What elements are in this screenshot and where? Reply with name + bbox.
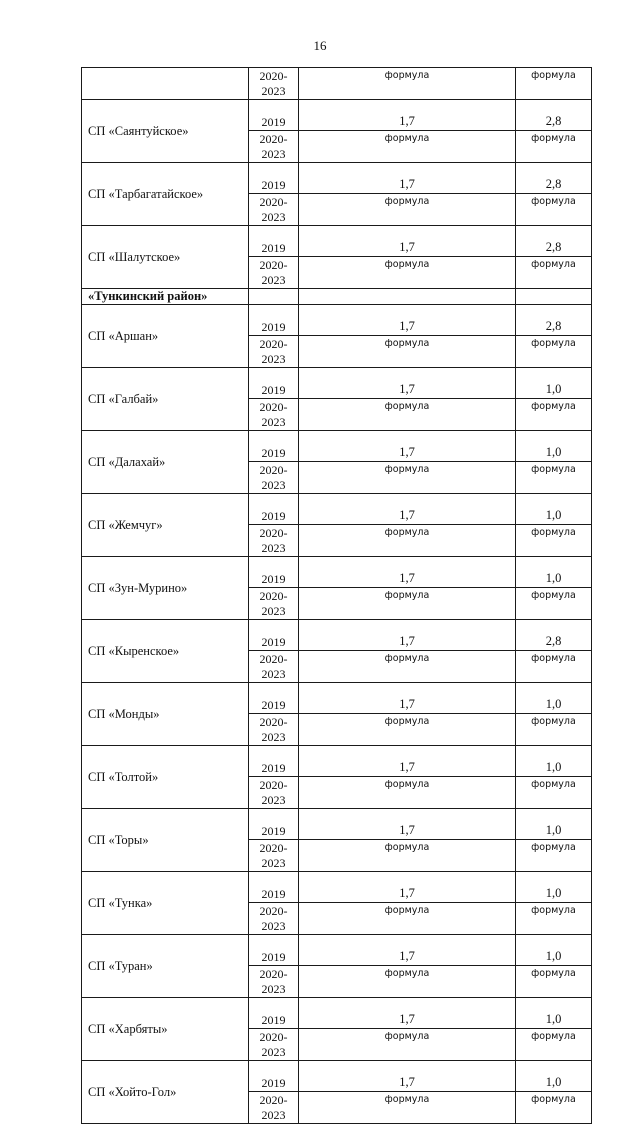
value-cell: 2,8 (516, 163, 592, 194)
value-cell: формула (299, 1029, 516, 1061)
settlement-name: СП «Харбяты» (82, 998, 249, 1061)
year-cell: 2020- 2023 (249, 194, 299, 226)
value-cell: формула (299, 714, 516, 746)
value-cell: формула (516, 194, 592, 226)
value-cell: 1,0 (516, 809, 592, 840)
year-cell: 2020- 2023 (249, 1029, 299, 1061)
rates-table-body (82, 68, 592, 1124)
value-cell: 1,0 (516, 872, 592, 903)
year-cell: 2020- 2023 (249, 462, 299, 494)
table-row (82, 872, 592, 903)
value-cell: 1,0 (516, 368, 592, 399)
empty-cell (516, 289, 592, 305)
value-cell: 1,7 (299, 935, 516, 966)
year-cell: 2020- 2023 (249, 651, 299, 683)
value-cell: формула (299, 651, 516, 683)
name-cell (82, 68, 249, 100)
value-cell: формула (516, 131, 592, 163)
settlement-name: СП «Кыренское» (82, 620, 249, 683)
page-number: 16 (313, 38, 327, 53)
value-cell: формула (516, 68, 592, 100)
year-cell: 2019 (249, 494, 299, 525)
value-cell: 2,8 (516, 620, 592, 651)
year-cell: 2020- 2023 (249, 257, 299, 289)
table-row (82, 620, 592, 651)
settlement-name: СП «Шалутское» (82, 226, 249, 289)
value-cell: 1,7 (299, 100, 516, 131)
table-row (82, 809, 592, 840)
settlement-name: СП «Монды» (82, 683, 249, 746)
value-cell: 1,7 (299, 620, 516, 651)
value-cell: 1,0 (516, 494, 592, 525)
year-cell: 2020- 2023 (249, 714, 299, 746)
value-cell: 1,0 (516, 557, 592, 588)
table-row (82, 935, 592, 966)
settlement-name: СП «Хойто-Гол» (82, 1061, 249, 1124)
value-cell: формула (299, 399, 516, 431)
value-cell: 1,7 (299, 163, 516, 194)
settlement-name: СП «Далахай» (82, 431, 249, 494)
table-row (82, 494, 592, 525)
value-cell: формула (516, 714, 592, 746)
year-cell: 2020- 2023 (249, 1092, 299, 1124)
empty-cell (249, 289, 299, 305)
value-cell: формула (516, 840, 592, 872)
value-cell: 1,0 (516, 431, 592, 462)
value-cell: 1,7 (299, 998, 516, 1029)
year-cell: 2019 (249, 872, 299, 903)
year-cell: 2020- 2023 (249, 399, 299, 431)
value-cell: 1,0 (516, 1061, 592, 1092)
district-name: «Тункинский район» (82, 289, 249, 305)
year-cell: 2019 (249, 557, 299, 588)
year-cell: 2019 (249, 998, 299, 1029)
year-cell: 2019 (249, 305, 299, 336)
settlement-name: СП «Туран» (82, 935, 249, 998)
value-cell: формула (299, 525, 516, 557)
value-cell: формула (516, 1029, 592, 1061)
value-cell: 1,7 (299, 746, 516, 777)
year-cell: 2020- 2023 (249, 777, 299, 809)
value-cell: формула (299, 903, 516, 935)
value-cell: 1,7 (299, 431, 516, 462)
value-cell: формула (516, 525, 592, 557)
year-cell: 2020- 2023 (249, 525, 299, 557)
value-cell: формула (299, 966, 516, 998)
year-cell: 2020- 2023 (249, 68, 299, 100)
value-cell: формула (516, 399, 592, 431)
value-cell: 1,0 (516, 935, 592, 966)
value-cell: 1,7 (299, 305, 516, 336)
value-cell: 1,0 (516, 998, 592, 1029)
year-cell: 2020- 2023 (249, 903, 299, 935)
value-cell: формула (516, 257, 592, 289)
year-cell: 2020- 2023 (249, 840, 299, 872)
value-cell: 2,8 (516, 305, 592, 336)
value-cell: 1,7 (299, 494, 516, 525)
value-cell: формула (299, 68, 516, 100)
value-cell: формула (299, 194, 516, 226)
table-row (82, 289, 592, 305)
year-cell: 2019 (249, 1061, 299, 1092)
year-cell: 2019 (249, 163, 299, 194)
value-cell: формула (299, 257, 516, 289)
value-cell: формула (299, 588, 516, 620)
table-row (82, 998, 592, 1029)
table-row (82, 100, 592, 131)
year-cell: 2019 (249, 746, 299, 777)
table-row (82, 431, 592, 462)
value-cell: формула (299, 336, 516, 368)
value-cell: формула (516, 462, 592, 494)
value-cell: формула (516, 966, 592, 998)
table-row (82, 305, 592, 336)
year-cell: 2020- 2023 (249, 336, 299, 368)
value-cell: формула (299, 840, 516, 872)
table-row (82, 163, 592, 194)
rates-table (81, 67, 592, 1124)
year-cell: 2019 (249, 368, 299, 399)
year-cell: 2020- 2023 (249, 131, 299, 163)
year-cell: 2019 (249, 935, 299, 966)
settlement-name: СП «Тарбагатайское» (82, 163, 249, 226)
year-cell: 2019 (249, 620, 299, 651)
value-cell: формула (299, 777, 516, 809)
value-cell: формула (516, 651, 592, 683)
value-cell: 1,7 (299, 1061, 516, 1092)
empty-cell (299, 289, 516, 305)
value-cell: формула (299, 1092, 516, 1124)
settlement-name: СП «Жемчуг» (82, 494, 249, 557)
table-row (82, 68, 592, 100)
value-cell: формула (516, 1092, 592, 1124)
year-cell: 2020- 2023 (249, 588, 299, 620)
value-cell: 1,7 (299, 557, 516, 588)
value-cell: формула (516, 777, 592, 809)
year-cell: 2019 (249, 809, 299, 840)
settlement-name: СП «Аршан» (82, 305, 249, 368)
year-cell: 2019 (249, 226, 299, 257)
value-cell: формула (516, 588, 592, 620)
value-cell: формула (516, 336, 592, 368)
table-row (82, 368, 592, 399)
year-cell: 2019 (249, 683, 299, 714)
value-cell: 1,7 (299, 809, 516, 840)
table-row (82, 683, 592, 714)
value-cell: 1,0 (516, 683, 592, 714)
value-cell: 1,0 (516, 746, 592, 777)
settlement-name: СП «Торы» (82, 809, 249, 872)
table-row (82, 557, 592, 588)
table-row (82, 1061, 592, 1092)
year-cell: 2019 (249, 431, 299, 462)
value-cell: формула (299, 131, 516, 163)
value-cell: формула (299, 462, 516, 494)
value-cell: формула (516, 903, 592, 935)
settlement-name: СП «Тунка» (82, 872, 249, 935)
value-cell: 2,8 (516, 226, 592, 257)
table-row (82, 746, 592, 777)
table-row (82, 226, 592, 257)
value-cell: 1,7 (299, 368, 516, 399)
settlement-name: СП «Толтой» (82, 746, 249, 809)
year-cell: 2020- 2023 (249, 966, 299, 998)
settlement-name: СП «Зун-Мурино» (82, 557, 249, 620)
value-cell: 1,7 (299, 226, 516, 257)
value-cell: 1,7 (299, 683, 516, 714)
value-cell: 2,8 (516, 100, 592, 131)
settlement-name: СП «Галбай» (82, 368, 249, 431)
settlement-name: СП «Саянтуйское» (82, 100, 249, 163)
year-cell: 2019 (249, 100, 299, 131)
value-cell: 1,7 (299, 872, 516, 903)
